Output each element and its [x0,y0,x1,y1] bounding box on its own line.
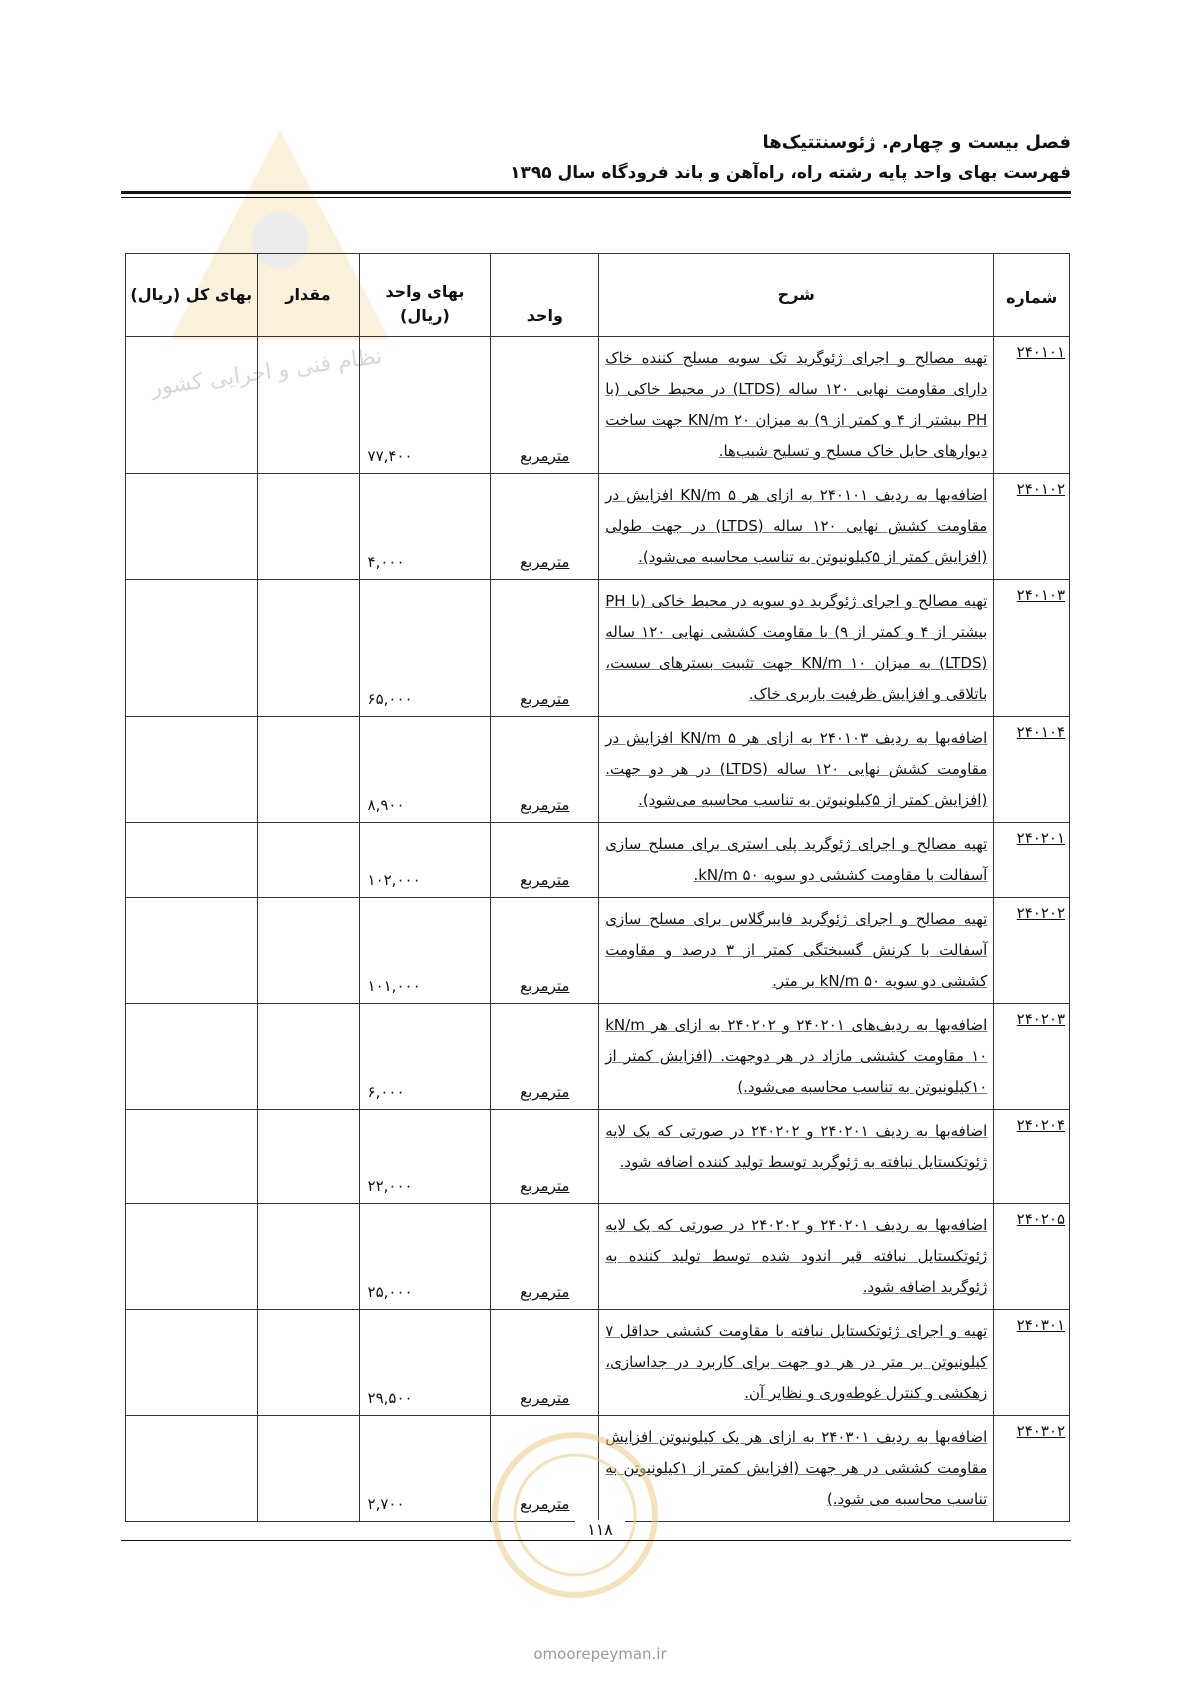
item-unit: مترمربع [491,1204,599,1310]
item-qty [257,1310,359,1416]
table-row [126,474,1070,580]
item-unit: مترمربع [491,1310,599,1416]
table-row [126,1110,1070,1204]
page-number: ۱۱۸ [575,1520,625,1539]
table-row [126,1310,1070,1416]
header-rule-thick [121,191,1071,194]
page-header [121,128,1071,188]
table-row [126,717,1070,823]
item-total [126,898,258,1004]
item-unit-price: ۱۰۲,۰۰۰ [359,823,491,898]
table-row [126,1004,1070,1110]
item-qty [257,1110,359,1204]
chapter-title: فصل بیست و چهارم. ژئوسنتتیک‌ها [762,132,1071,153]
item-unit-price: ۲۹,۵۰۰ [359,1310,491,1416]
item-code: ۲۴۰۲۰۲ [994,898,1070,1004]
header-total: بهای کل (ریال) [126,254,258,337]
item-qty [257,1416,359,1522]
item-qty [257,898,359,1004]
header-rule-thin [121,197,1071,198]
page-subtitle: فهرست بهای واحد پایه رشته راه، راه‌آهن و باند فرودگاه سال ۱۳۹۵ [510,163,1071,183]
item-total [126,823,258,898]
item-code: ۲۴۰۲۰۴ [994,1110,1070,1204]
item-code: ۲۴۰۲۰۳ [994,1004,1070,1110]
item-total [126,717,258,823]
table-row [126,898,1070,1004]
item-description: تهیه و اجرای ژئوتکستایل نبافته با مقاومت کششی حداقل ۷ کیلونیوتن بر متر در هر دو جهت برای کاربرد در جداسازی، زهکشی و کنترل غوطه‌وری و نظایر آن. [599,1310,994,1416]
item-code: ۲۴۰۱۰۱ [994,337,1070,474]
item-total [126,1004,258,1110]
item-total [126,1110,258,1204]
item-description: اضافه‌بها به ردیف ۲۴۰۲۰۱ و ۲۴۰۲۰۲ در صورتی که یک لایه ژئوتکستایل نبافته به ژئوگرید توسط تولید کننده اضافه شود. [599,1110,994,1204]
site-watermark: omoorepeyman.ir [533,1645,667,1663]
item-qty [257,1004,359,1110]
item-unit-price: ۸,۹۰۰ [359,717,491,823]
item-total [126,580,258,717]
item-description: تهیه مصالح و اجرای ژئوگرید تک سویه مسلح کننده خاک دارای مقاومت نهایی ۱۲۰ ساله (LTDS) در محیط خاکی (با PH بیشتر از ۴ و کمتر از ۹) به میزان KN/m ۲۰ جهت ساخت دیوارهای حایل خاک مسلح و تسلیح شیب‌ها. [599,337,994,474]
item-unit-price: ۶۵,۰۰۰ [359,580,491,717]
item-unit: مترمربع [491,474,599,580]
item-total [126,1204,258,1310]
header-unit-price: بهای واحد (ریال) [359,254,491,337]
item-description: تهیه مصالح و اجرای ژئوگرید فایبرگلاس برای مسلح سازی آسفالت با کرنش گسیختگی کمتر از ۳ درصد و مقاومت کششی دو سویه kN/m ۵۰ بر متر. [599,898,994,1004]
header-code: شماره [994,254,1070,337]
item-description: اضافه‌بها به ردیف ۲۴۰۱۰۱ به ازای هر KN/m ۵ افزایش در مقاومت کشش نهایی ۱۲۰ ساله (LTDS) در جهت طولی (افزایش کمتر از ۵کیلونیوتن به تناسب محاسبه می‌شود). [599,474,994,580]
header-qty: مقدار [257,254,359,337]
item-description: تهیه مصالح و اجرای ژئوگرید پلی استری برای مسلح سازی آسفالت با مقاومت کششی دو سویه kN/m ۵۰. [599,823,994,898]
item-qty [257,823,359,898]
item-description: اضافه‌بها به ردیف ۲۴۰۳۰۱ به ازای هر یک کیلونیوتن افزایش مقاومت کششی در هر جهت (افزایش کمتر از ۱کیلونیوتن به تناسب محاسبه می شود.) [599,1416,994,1522]
item-code: ۲۴۰۱۰۲ [994,474,1070,580]
item-qty [257,337,359,474]
footer-rule [121,1540,1071,1541]
item-unit: مترمربع [491,1416,599,1522]
header-unit: واحد [491,254,599,337]
item-description: اضافه‌بها به ردیف ۲۴۰۱۰۳ به ازای هر KN/m ۵ افزایش در مقاومت کشش نهایی ۱۲۰ ساله (LTDS) در هر دو جهت. (افزایش کمتر از ۵کیلونیوتن به تناسب محاسبه می‌شود). [599,717,994,823]
table-row [126,580,1070,717]
item-code: ۲۴۰۳۰۱ [994,1310,1070,1416]
item-unit-price: ۷۷,۴۰۰ [359,337,491,474]
item-total [126,1310,258,1416]
table-header-row [126,254,1070,337]
item-total [126,474,258,580]
item-unit: مترمربع [491,1004,599,1110]
item-unit: مترمربع [491,580,599,717]
item-unit: مترمربع [491,898,599,1004]
table-row [126,337,1070,474]
item-qty [257,1204,359,1310]
item-code: ۲۴۰۱۰۳ [994,580,1070,717]
table-row [126,1204,1070,1310]
price-table [125,253,1070,1522]
item-description: اضافه‌بها به ردیف ۲۴۰۲۰۱ و ۲۴۰۲۰۲ در صورتی که یک لایه ژئوتکستایل نبافته قیر اندود شده توسط تولید کننده به ژئوگرید اضافه شود. [599,1204,994,1310]
item-unit: مترمربع [491,337,599,474]
item-code: ۲۴۰۲۰۱ [994,823,1070,898]
item-unit-price: ۲۵,۰۰۰ [359,1204,491,1310]
item-code: ۲۴۰۳۰۲ [994,1416,1070,1522]
item-unit-price: ۲,۷۰۰ [359,1416,491,1522]
item-unit: مترمربع [491,823,599,898]
watermark-text: نظام فنی و اجرایی کشور [149,343,384,402]
item-qty [257,717,359,823]
item-unit-price: ۶,۰۰۰ [359,1004,491,1110]
item-unit: مترمربع [491,717,599,823]
header-desc: شرح [599,254,994,337]
item-total [126,1416,258,1522]
item-code: ۲۴۰۲۰۵ [994,1204,1070,1310]
item-qty [257,580,359,717]
item-qty [257,474,359,580]
item-unit: مترمربع [491,1110,599,1204]
seal-logo [490,1430,660,1600]
item-unit-price: ۴,۰۰۰ [359,474,491,580]
item-unit-price: ۲۲,۰۰۰ [359,1110,491,1204]
item-unit-price: ۱۰۱,۰۰۰ [359,898,491,1004]
item-description: تهیه مصالح و اجرای ژئوگرید دو سویه در محیط خاکی (با PH بیشتر از ۴ و کمتر از ۹) با مقاومت کششی نهایی ۱۲۰ ساله (LTDS) به میزان KN/m ۱۰ جهت تثبیت بسترهای سست، باتلاقی و افزایش ظرفیت باربری خاک. [599,580,994,717]
item-total [126,337,258,474]
item-code: ۲۴۰۱۰۴ [994,717,1070,823]
table-row [126,823,1070,898]
item-description: اضافه‌بها به ردیف‌های ۲۴۰۲۰۱ و ۲۴۰۲۰۲ به ازای هر kN/m ۱۰ مقاومت کششی مازاد در هر دوجهت. (افزایش کمتر از ۱۰کیلونیوتن به تناسب محاسبه می‌شود.) [599,1004,994,1110]
